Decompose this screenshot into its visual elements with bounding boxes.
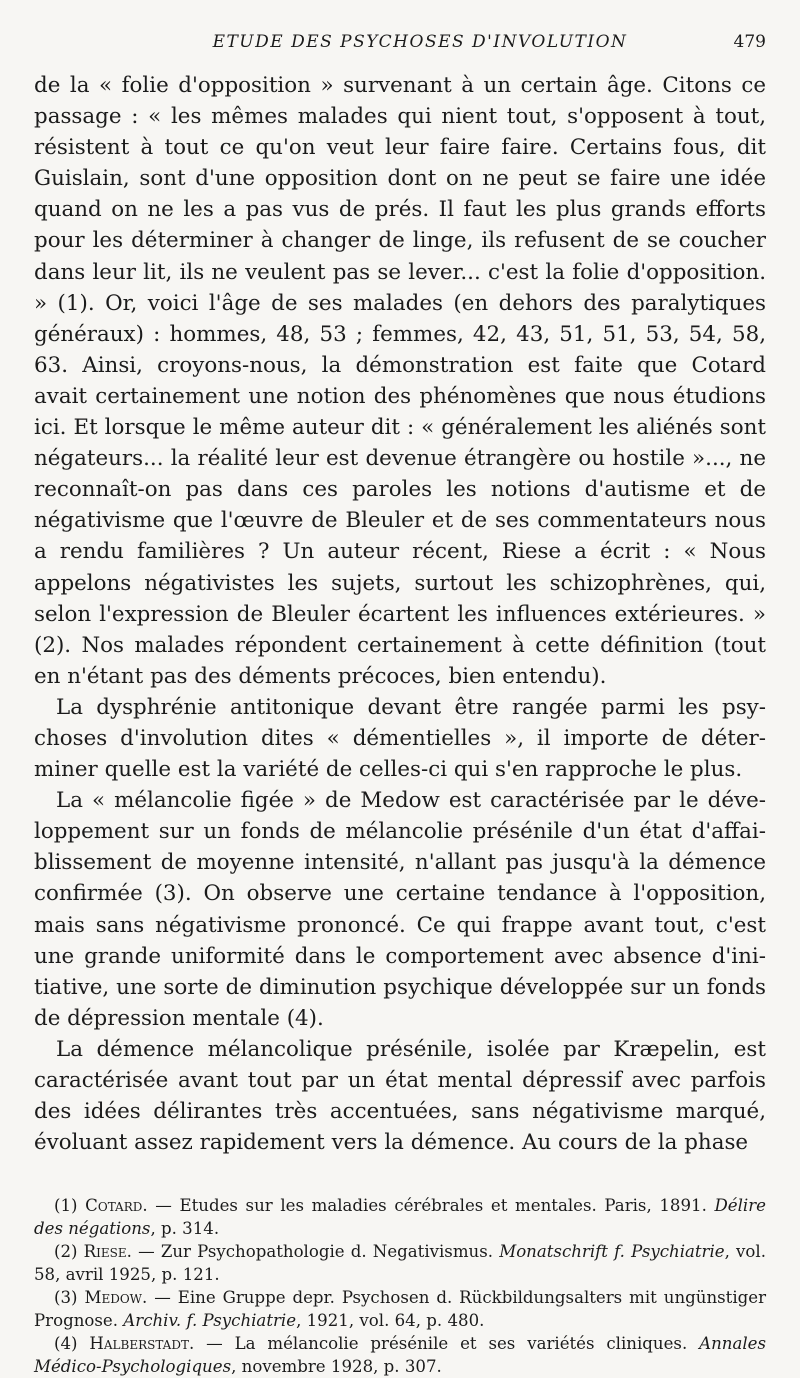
- footnote-tail: , vol. 58, avril 1925, p. 121.: [34, 1242, 766, 1285]
- footnote-tail: , novembre 1928, p. 307.: [231, 1357, 442, 1377]
- footnote-title: Délire des négations: [34, 1196, 766, 1239]
- footnote-text: — Etudes sur les maladies cérébrales et mentales. Paris, 1891.: [147, 1196, 715, 1216]
- footnote-text: — Zur Psychopathologie d. Negativismus.: [131, 1242, 500, 1262]
- footnote-title: Archiv. f. Psychiatrie: [123, 1311, 297, 1331]
- footnote-title: Annales Médico-Psychologiques: [34, 1334, 766, 1377]
- footnote: [34, 1240, 766, 1286]
- footnote-author: Halberstadt.: [89, 1334, 195, 1354]
- footnote-text: — Eine Gruppe depr. Psychosen d. Rückbildungsalters mit ungünstiger Prognose.: [34, 1288, 766, 1331]
- paragraph-2: La dysphrénie antitonique devant être rangée parmi les psychoses d'involution dites « démentielles », il importe de déterminer quelle est la variété de celles-ci qui s'en rapproche le plus.: [34, 694, 766, 783]
- footnotes: [34, 1194, 766, 1378]
- paragraph-3: La « mélancolie figée » de Medow est caractérisée par le développement sur un fonds de mélancolie présénile d'un état d'affaiblissement de moyenne intensité, n'allant pas jusqu'à la démence confirmée (3). On observe une certaine tendance à l'opposition, mais sans négativisme prononcé. Ce qui frappe avant tout, c'est une grande uniformité dans le comportement avec absence d'initiative, une sorte de diminution psychique développée sur un fonds de dépression mentale (4).: [34, 788, 766, 1031]
- page-number: 479: [733, 32, 766, 52]
- footnote-tail: , 1921, vol. 64, p. 480.: [296, 1311, 485, 1331]
- body-text: [34, 70, 766, 1158]
- running-head: [34, 26, 766, 66]
- footnote-number: (2): [54, 1242, 78, 1262]
- footnote-number: (4): [54, 1334, 78, 1354]
- footnote-tail: , p. 314.: [150, 1219, 220, 1239]
- footnote-text: — La mélancolie présénile et ses variétés cliniques.: [194, 1334, 700, 1354]
- footnote: [34, 1194, 766, 1240]
- footnote-author: Medow.: [84, 1288, 148, 1308]
- footnote: [34, 1286, 766, 1332]
- footnote-number: (3): [54, 1288, 78, 1308]
- paragraph-4: La démence mélancolique présénile, isolée par Kræpelin, est caractérisée avant tout par un état mental dépressif avec parfois des idées délirantes très accentuées, sans négativisme marqué, évoluant assez rapidement vers la démence. Au cours de la phase: [34, 1036, 766, 1156]
- footnote-number: (1): [54, 1196, 78, 1216]
- footnote-author: Cotard.: [85, 1196, 148, 1216]
- footnote: [34, 1332, 766, 1378]
- running-title: ETUDE DES PSYCHOSES D'INVOLUTION: [212, 32, 628, 52]
- footnote-author: Riese.: [83, 1242, 132, 1262]
- footnote-title: Monatschrift f. Psychiatrie: [499, 1242, 725, 1262]
- paragraph-1: de la « folie d'opposition » survenant à un certain âge. Citons ce passage : « les mêmes malades qui nient tout, s'opposent à tout, résistent à tout ce qu'on veut leur faire faire. Certains fous, dit Guislain, sont d'une opposition dont on ne peut se faire une idée quand on ne les a pas vus de prés. Il faut les plus grands efforts pour les déterminer à changer de linge, ils refusent de se coucher dans leur lit, ils ne veulent pas se lever... c'est la folie d'opposition. » (1). Or, voici l'âge de ses malades (en dehors des paralytiques généraux) : hommes, 48, 53 ; femmes, 42, 43, 51, 51, 53, 54, 58, 63. Ainsi, croyons-nous, la démonstration est faite que Cotard avait certainement une notion des phénomènes que nous étudions ici. Et lorsque le même auteur dit : « généralement les aliénés sont négateurs... la réalité leur est devenue étrangère ou hostile »..., ne reconnaît-on pas dans ces paroles les notions d'autisme et de négativisme que l'œuvre de Bleuler et de ses commentateurs nous a rendu familières ? Un auteur récent, Riese a écrit : « Nous appelons négativistes les sujets, surtout les schizophrènes, qui, selon l'expression de Bleuler écartent les influences extérieures. » (2). Nos malades répondent certainement à cette définition (tout en n'étant pas des déments précoces, bien entendu).: [34, 73, 766, 689]
